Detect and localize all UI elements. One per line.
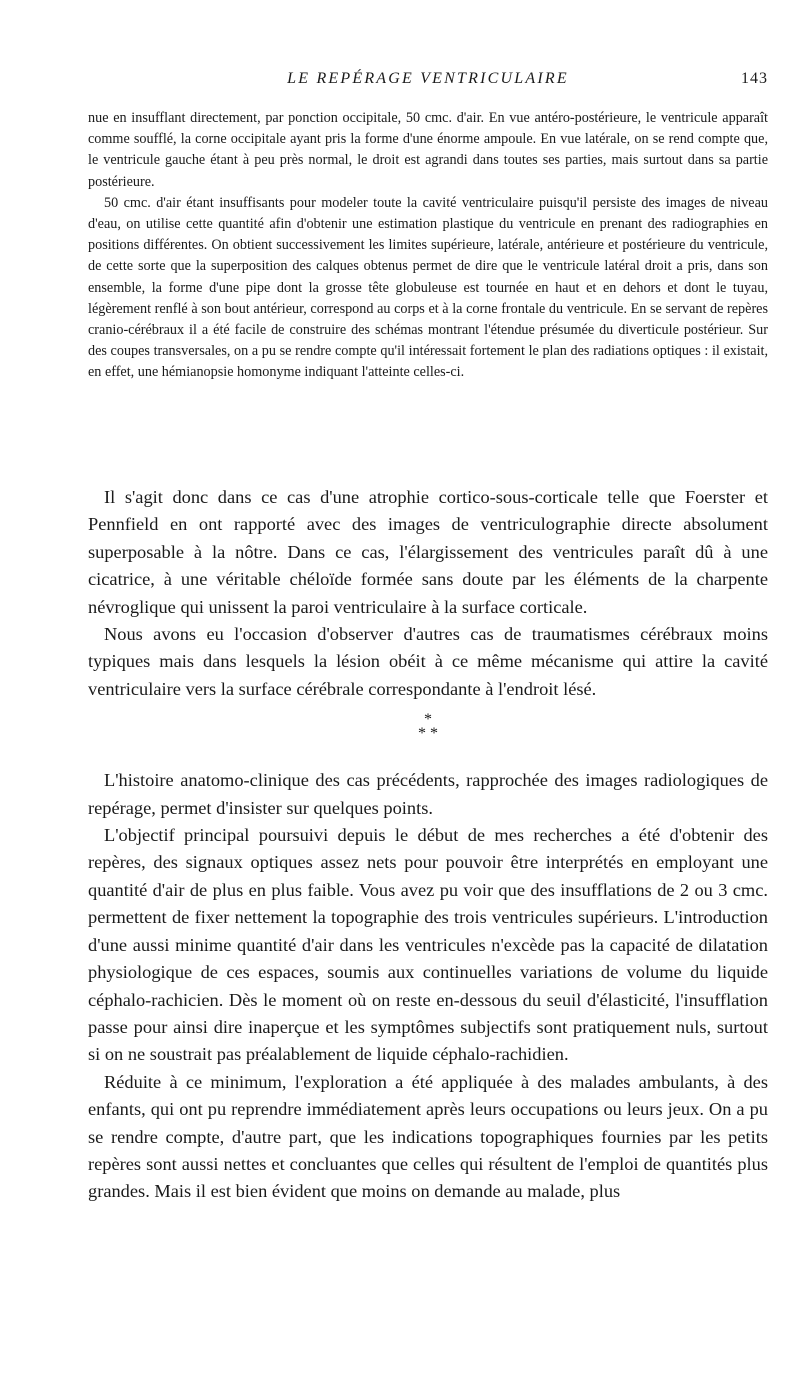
asterism-bottom: * *	[418, 725, 438, 743]
paragraph-history: L'histoire anatomo-clinique des cas précédents, rapprochée des images radiologiques de repérage, permet d'insister sur quelques points.	[88, 770, 768, 818]
case-report-small-text	[88, 108, 768, 384]
section-separator-asterism	[88, 713, 768, 741]
small-paragraph-2: 50 cmc. d'air étant insuffisants pour modeler toute la cavité ventriculaire puisqu'il persiste des images de niveau d'eau, on utilise cette quantité afin d'obtenir une estimation plastique du ventricule en prenant des radiographies en positions différentes. On obtient successivement les limites supérieure, latérale, antérieure et postérieure du ventricule, de cette sorte que la superposition des calques obtenus permet de dire que le ventricule latéral droit a pris, dans son ensemble, la forme d'une pipe dont la grosse tête globuleuse est tournée en haut et en dehors et dont le tuyau, légèrement renflé à son bout antérieur, correspond au corps et à la corne frontale du ventricule. En se servant de repères cranio-cérébraux il a été facile de construire des schémas montrant l'étendue présumée du diverticule postérieur. Sur des coupes transversales, on a pu se rendre compte qu'il intéressait fortement le plan des radiations optiques : il existait, en effet, une hémianopsie homonyme indiquant l'atteinte celles-ci.	[88, 194, 768, 381]
main-text	[88, 484, 768, 1206]
page-number: 143	[741, 70, 768, 87]
paragraph-objective: L'objectif principal poursuivi depuis le début de mes recherches a été d'obtenir des repères, des signaux optiques assez nets pour pouvoir être interprétés en employant une quantité d'air de plus en plus faible. Vous avez pu voir que des insufflations de 2 ou 3 cmc. permettent de fixer nettement la topographie des trois ventricules supérieurs. L'introduction d'une aussi minime quantité d'air dans les ventricules n'excède pas la capacité de dilatation physiologique de ces espaces, soumis aux continuelles variations de volume du liquide céphalo-rachicien. Dès le moment où on reste en-dessous du seuil d'élasticité, l'insufflation passe pour ainsi dire inaperçue et les symptômes subjectifs sont pratiquement nuls, surtout si on ne soustrait pas préalablement de liquide céphalo-rachidien.	[88, 825, 768, 1065]
small-paragraph-1: nue en insufflant directement, par ponction occipitale, 50 cmc. d'air. En vue antéro-postérieure, le ventricule apparaît comme soufflé, la corne occipitale ayant pris la forme d'une énorme ampoule. En vue latérale, on se rend compte que, le ventricule gauche étant à peu près normal, le droit est agrandi dans toutes ses parties, mais surtout dans sa partie postérieure.	[88, 110, 768, 190]
paragraph-reduced-exploration: Réduite à ce minimum, l'exploration a été appliquée à des malades ambulants, à des enfants, qui ont pu reprendre immédiatement après leurs occupations ou leurs jeux. On a pu se rendre compte, d'autre part, que les indications topographiques fournies par les petits repères sont aussi nettes et concluantes que celles qui résultent de l'emploi de quantités plus grandes. Mais il est bien évident que moins on demande au malade, plus	[88, 1071, 768, 1202]
paragraph-other-cases: Nous avons eu l'occasion d'observer d'autres cas de traumatismes cérébraux moins typiques mais dans lesquels la lésion obéit à ce même mécanisme qui attire la cavité ventriculaire vers la surface cérébrale correspondante à l'endroit lésé.	[88, 624, 768, 699]
page-header	[88, 70, 768, 94]
paragraph-atrophy: Il s'agit donc dans ce cas d'une atrophie cortico-sous-corticale telle que Foerster et Pennfield en ont rapporté avec des images de ventriculographie directe absolument superposable à la nôtre. Dans ce cas, l'élargissement des ventricules paraît dû à une cicatrice, à une véritable chéloïde formée sans doute par les éléments de la charpente névroglique qui unissent la paroi ventriculaire à la surface corticale.	[88, 487, 768, 617]
running-title: LE REPÉRAGE VENTRICULAIRE	[287, 70, 569, 87]
asterism-top: *	[424, 711, 432, 729]
